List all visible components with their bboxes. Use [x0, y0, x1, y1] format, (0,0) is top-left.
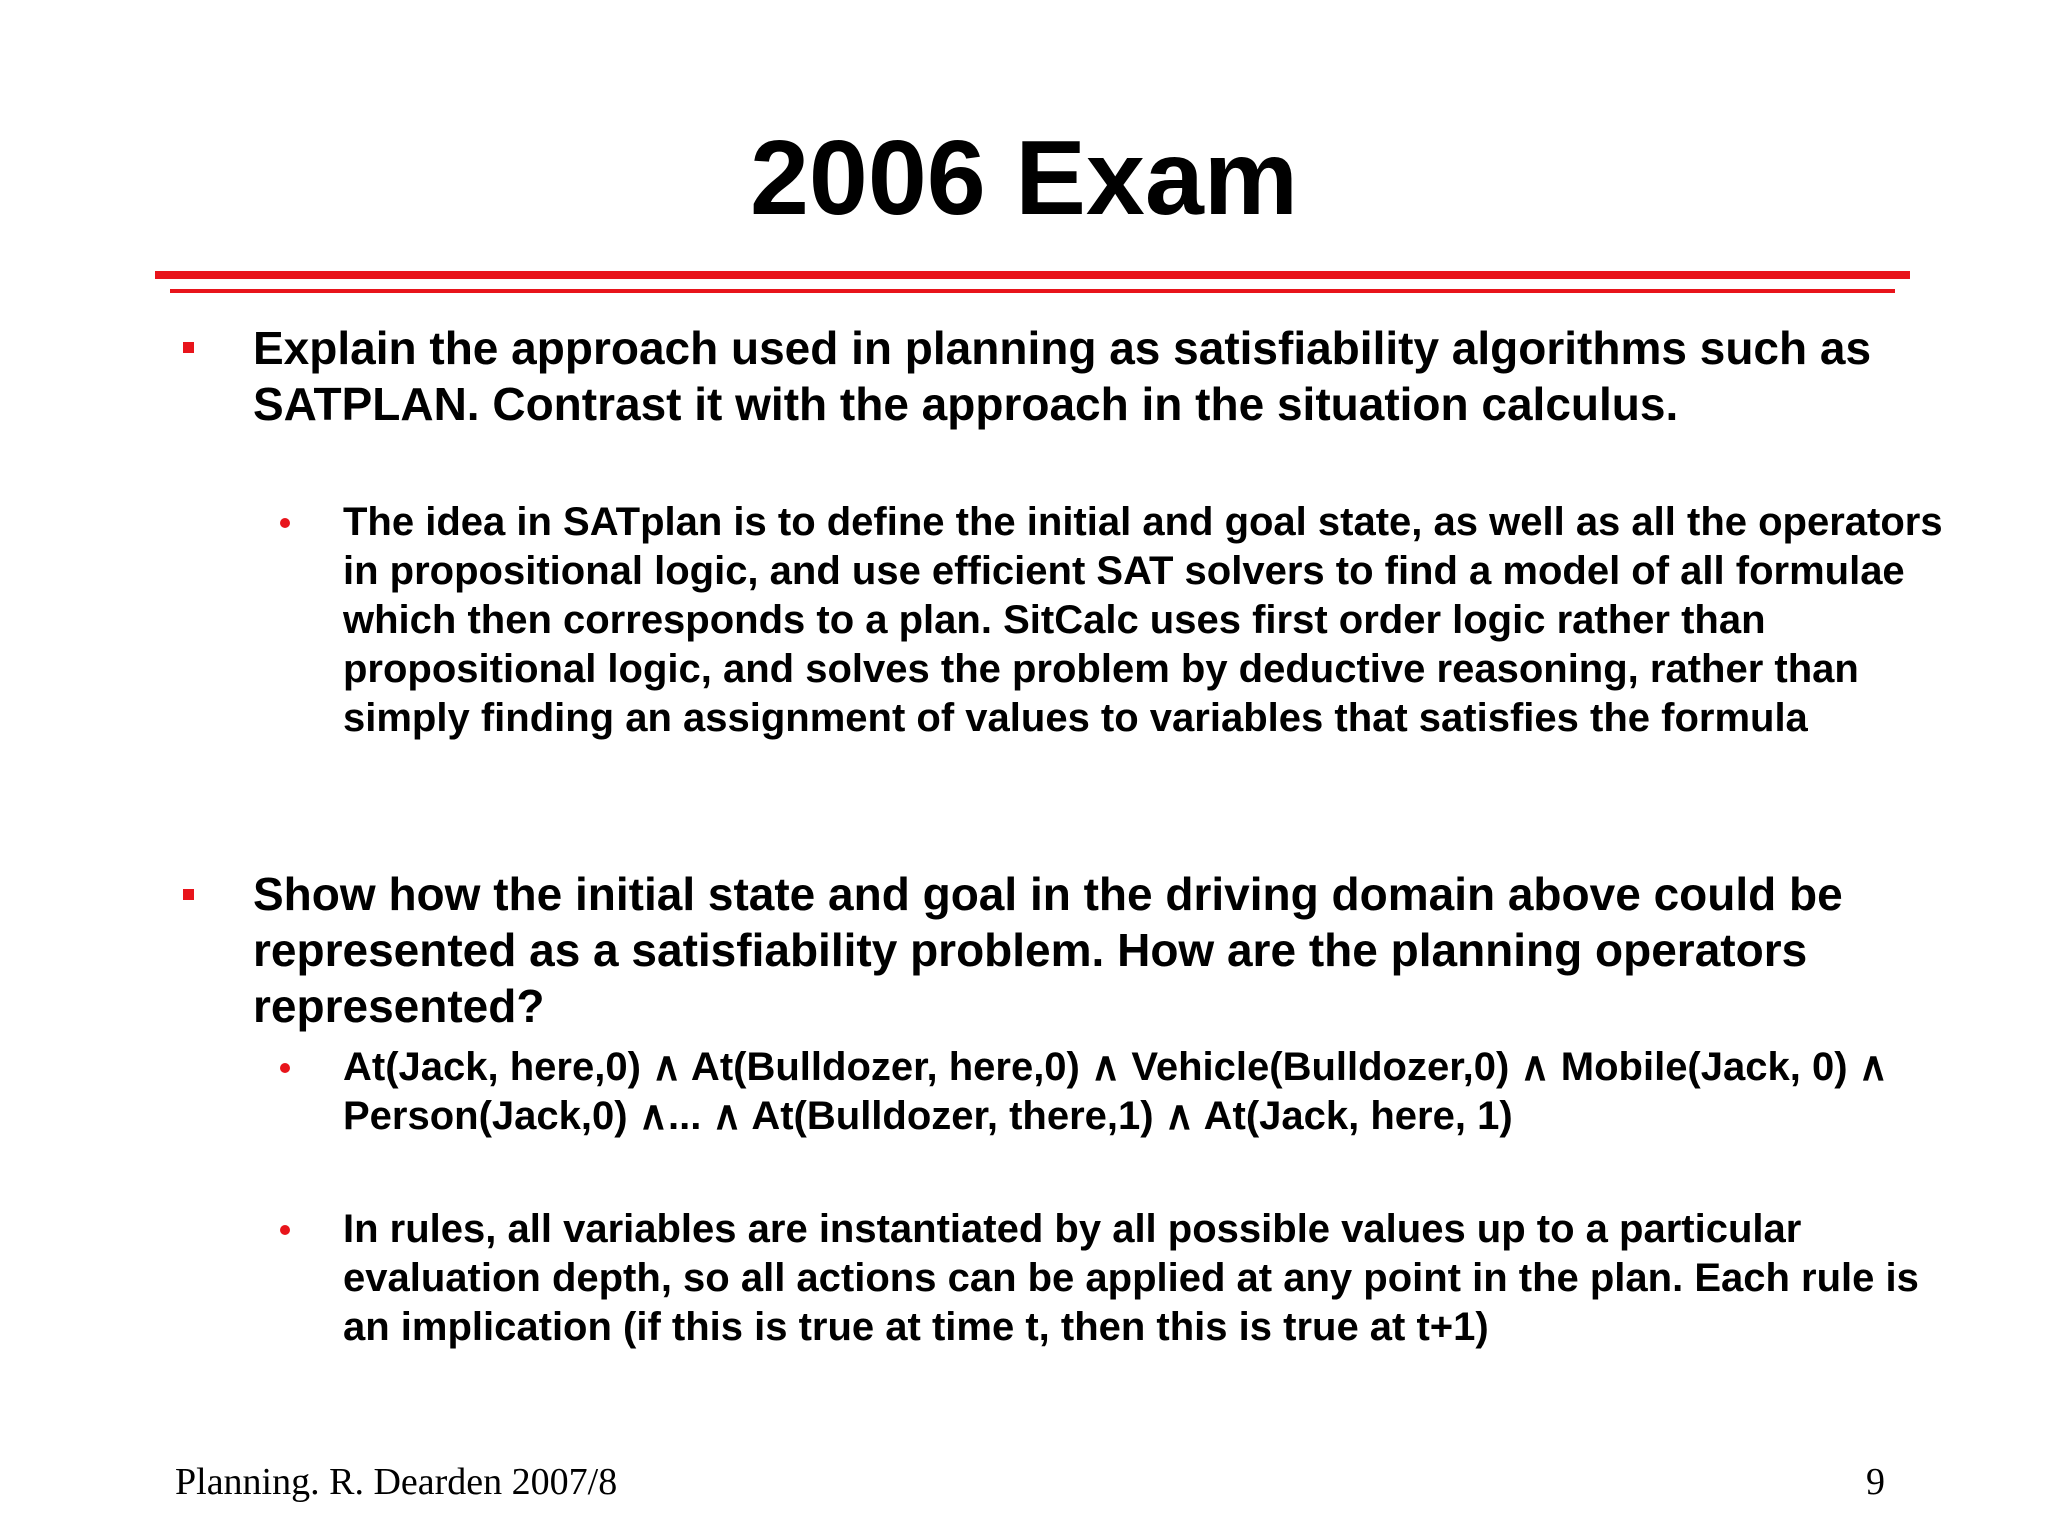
round-bullet-icon — [280, 518, 290, 528]
round-bullet-icon — [280, 1063, 290, 1073]
round-bullet-icon — [280, 1225, 290, 1235]
question-2-text: Show how the initial state and goal in the driving domain above could be represented as a satisfiability problem. How are the planning operators represented? — [253, 868, 1843, 1032]
square-bullet-icon — [183, 889, 194, 900]
title-divider-thin — [170, 289, 1895, 293]
answer-1-text: The idea in SATplan is to define the initial and goal state, as well as all the operators in propositional logic, and use efficient SAT solvers to find a model of all formulae which then corresponds to a plan. SitCalc uses first order logic rather than propositional logic, and solves the problem by deductive reasoning, rather than simply finding an assignment of values to variables that satisfies the formula — [343, 500, 1943, 740]
title-divider-thick — [155, 271, 1910, 279]
square-bullet-icon — [183, 342, 194, 353]
answer-2a-text: At(Jack, here,0) ∧ At(Bulldozer, here,0) ∧ Vehicle(Bulldozer,0) ∧ Mobile(Jack, 0) ∧ Person(Jack,0) ∧... ∧ At(Bulldozer, there,1) ∧ At(Jack, here, 1) — [343, 1045, 1888, 1138]
page-number: 9 — [1866, 1461, 1885, 1503]
answer-2b-text: In rules, all variables are instantiated by all possible values up to a particular evaluation depth, so all actions can be applied at any point in the plan. Each rule is an implication (if this is true at time t, then this is true at t+1) — [343, 1207, 1919, 1349]
question-1-text: Explain the approach used in planning as satisfiability algorithms such as SATPLAN. Contrast it with the approach in the situation calculus. — [253, 322, 1872, 430]
slide-title: 2006 Exam — [749, 119, 1299, 237]
footer-course-label: Planning. R. Dearden 2007/8 — [175, 1461, 618, 1503]
